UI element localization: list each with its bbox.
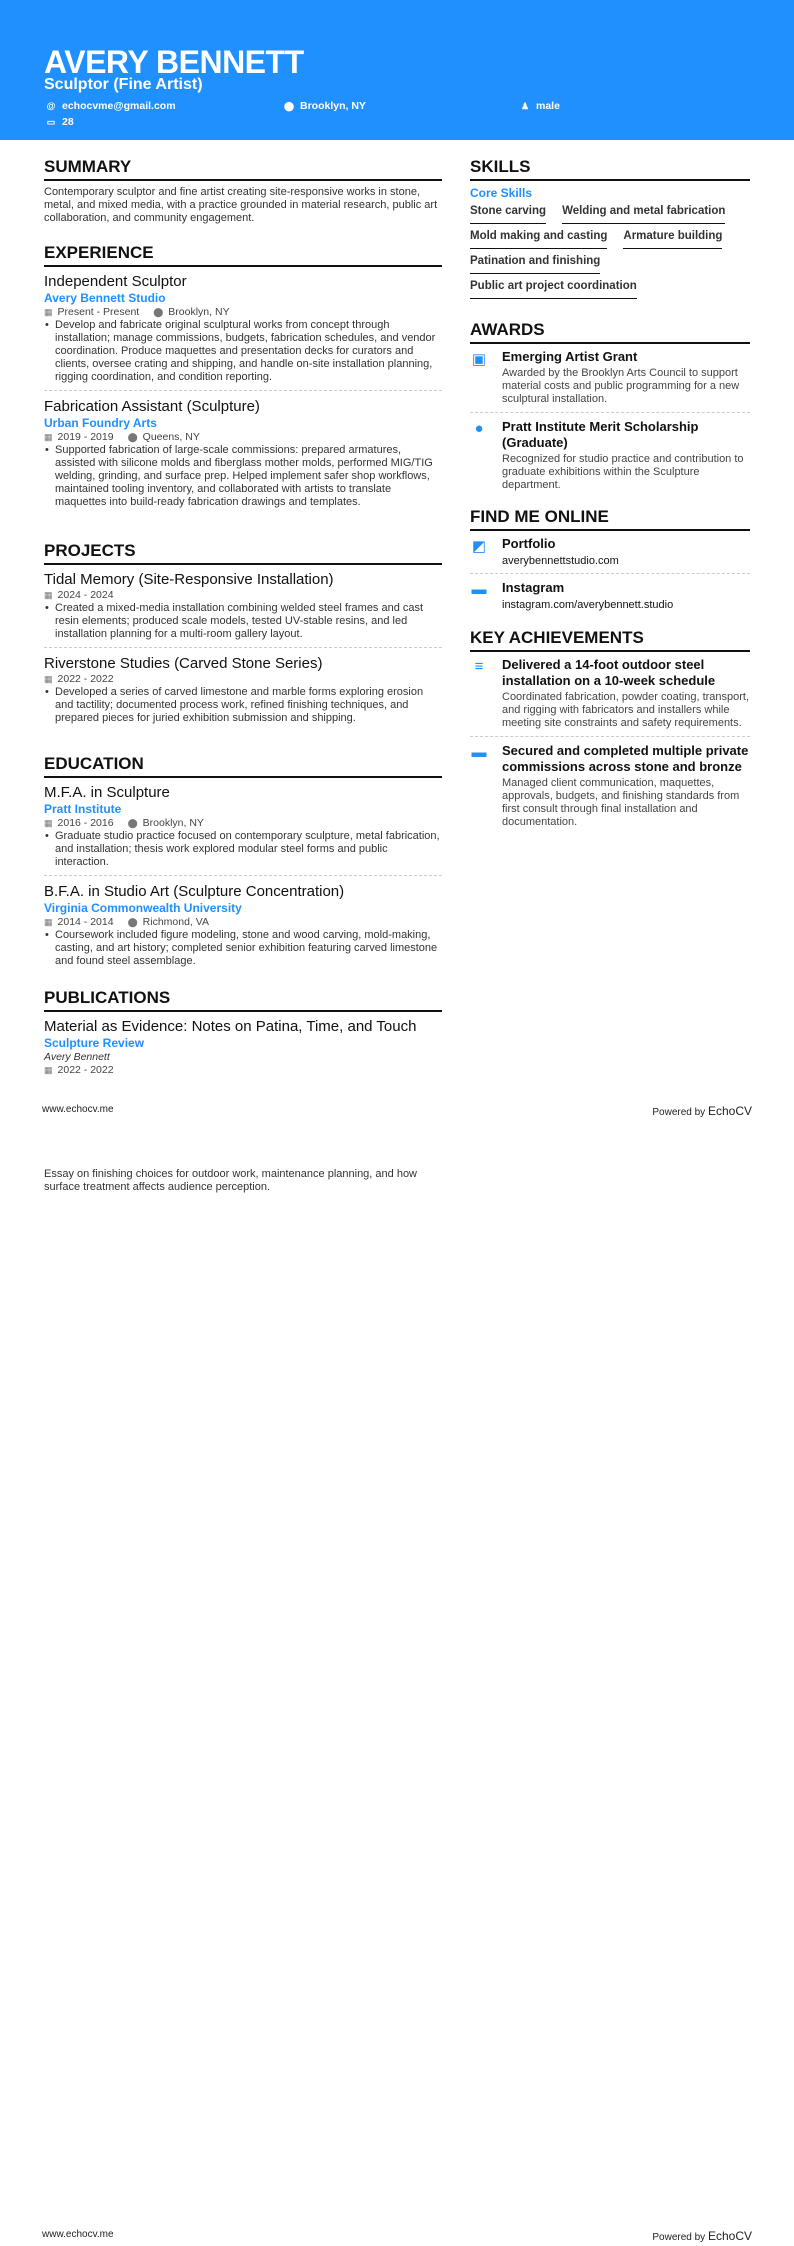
summary-section [44,157,442,225]
portfolio-icon: ◩ [471,538,487,555]
award-title: Emerging Artist Grant [502,349,638,364]
link-label: Instagram [502,580,565,595]
award-description: Awarded by the Brooklyn Arts Council to support material costs and public programming for a new sculptural installation. [502,367,740,405]
calendar-icon: ▦ [44,917,53,927]
award-title: Pratt Institute Merit Scholarship (Graduate) [502,419,699,450]
skill-group-title: Core Skills [470,186,533,200]
location-pin-icon: ⬤ [284,100,295,111]
skill-tag: Armature building [623,227,722,249]
section-heading: PROJECTS [44,541,442,565]
clipboard-check-icon: ▣ [471,351,487,368]
publisher: Sculpture Review [44,1036,145,1050]
bullet: • Developed a series of carved limestone and marble forms exploring erosion and tactility; documented process work, refined finishing techniques, and prepared pieces for juried exhibition submission and shipping. [44,686,442,725]
calendar-icon: ▦ [44,674,53,684]
school-name: Virginia Commonwealth University [44,901,242,915]
email-text: echocvme@gmail.com [62,100,176,112]
project-item [44,654,442,731]
link-url[interactable]: instagram.com/averybennett.studio [502,599,674,611]
location: ⬤ Brooklyn, NY [127,817,204,829]
online-link[interactable] [470,536,750,574]
section-heading: EDUCATION [44,754,442,778]
skill-tag: Welding and metal fabrication [562,202,725,224]
footer-brand[interactable]: EchoCV [707,1104,752,1118]
dates: ▦ 2024 - 2024 [44,589,114,601]
skills-section [470,157,750,302]
achievement-item [470,743,750,835]
gender-text: male [536,100,560,112]
award-item [470,419,750,498]
bullet: • Supported fabrication of large-scale commissions: prepared armatures, assisted with silicone molds and fiberglass mother molds, performed MIG/TIG welding, grinding, and surface prep. Helped implement safer shop workflows, maintained tooling inventory, and collaborated with artists to translate maquettes into build-ready fabrication drawings and templates. [44,444,442,509]
link-label: Portfolio [502,536,556,551]
bullet: • Graduate studio practice focused on contemporary sculpture, metal fabrication, and installation; thesis work explored modular steel forms and public interaction. [44,830,442,869]
project-item [44,570,442,648]
lines-icon: ≡ [474,658,484,675]
dates: ▦ 2016 - 2016 [44,817,114,829]
online-section [470,507,750,623]
dates: ▦ 2022 - 2022 [44,673,114,685]
company-name: Urban Foundry Arts [44,416,157,430]
dates: ▦ 2019 - 2019 [44,431,114,443]
section-heading: SUMMARY [44,157,442,181]
section-heading: KEY ACHIEVEMENTS [470,628,750,652]
award-item [470,349,750,413]
section-heading: FIND ME ONLINE [470,507,750,531]
dates: ▦ 2022 - 2022 [44,1064,114,1076]
education-section [44,754,442,980]
award-description: Recognized for studio practice and contribution to graduate exhibitions within the Sculpture department. [502,453,744,491]
calendar-icon: ▦ [44,818,53,828]
education-item [44,783,442,876]
contact-email[interactable] [46,100,176,112]
footer-brand[interactable]: EchoCV [707,2229,752,2243]
degree: M.F.A. in Sculpture [44,784,170,801]
bullet: • Created a mixed-media installation combining welded steel frames and cast resin elements; produced scale models, tested UV-stable resins, and led installation planning for a multi-room gallery layout. [44,602,442,641]
footer-powered: Powered by EchoCV [652,2229,752,2243]
bullet: • Develop and fabricate original sculptural works from concept through installation; manage commissions, budgets, fabrication schedules, and vendor coordination. Produce maquettes and presentation decks for curators and clients, oversee crating and shipping, and handle on-site installation planning, rigging coordination, and condition reporting. [44,319,442,384]
online-link[interactable] [470,580,750,617]
achievement-item [470,657,750,737]
education-item [44,882,442,974]
projects-section [44,541,442,737]
location: ⬤ Richmond, VA [127,916,209,928]
job-title: Independent Sculptor [44,273,187,290]
page-footer [42,1104,752,1118]
candidate-name: AVERY BENNETT [44,44,304,80]
section-heading: EXPERIENCE [44,243,442,267]
person-icon: ♟ [520,100,530,111]
contact-gender [520,100,560,112]
candidate-title: Sculptor (Fine Artist) [44,76,203,93]
skill-tag: Stone carving [470,202,546,224]
calendar-icon: ▦ [44,432,53,442]
achievement-title: Delivered a 14-foot outdoor steel installation on a 10-week schedule [502,657,716,688]
footer-powered: Powered by EchoCV [652,1104,752,1118]
section-heading: AWARDS [470,320,750,344]
location-pin-icon: ⬤ [153,307,164,317]
skill-tag: Mold making and casting [470,227,607,249]
achievement-description: Coordinated fabrication, powder coating, transport, and rigging with fabricators and installers while meeting site constraints and safety requirements. [502,691,750,729]
experience-section [44,243,442,521]
publications-section [44,988,442,1077]
awards-section [470,320,750,504]
achievement-description: Managed client communication, maquettes, approvals, budgets, and finishing standards from first consult through final installation and documentation. [502,777,740,828]
publication-description: Essay on finishing choices for outdoor work, maintenance planning, and how surface treatment affects audience perception. [44,1168,418,1193]
at-icon: @ [46,101,56,111]
project-title: Riverstone Studies (Carved Stone Series) [44,655,323,672]
project-title: Tidal Memory (Site-Responsive Installation) [44,571,334,588]
location-pin-icon: ⬤ [127,917,138,927]
summary-text: Contemporary sculptor and fine artist creating site-responsive works in stone, metal, and mixed media, with a practice grounded in material research, public art collaboration, and community engagement. [44,186,438,224]
calendar-icon: ▦ [44,1065,53,1075]
publication-title: Material as Evidence: Notes on Patina, Time, and Touch [44,1018,417,1035]
contact-age [46,116,74,128]
location-text: Brooklyn, NY [300,100,366,112]
achievements-section [470,628,750,841]
degree: B.F.A. in Studio Art (Sculpture Concentration) [44,883,345,900]
achievement-title: Secured and completed multiple private commissions across stone and bronze [502,743,749,774]
location: ⬤ Queens, NY [127,431,200,443]
skill-tag: Patination and finishing [470,252,600,274]
section-heading: PUBLICATIONS [44,988,442,1012]
author: Avery Bennett [44,1051,110,1063]
location-pin-icon: ⬤ [127,432,138,442]
chat-bubble-icon: ▬ [471,581,487,598]
section-heading: SKILLS [470,157,750,181]
job-title: Fabrication Assistant (Sculpture) [44,398,260,415]
chat-bubble-icon: ▬ [471,744,487,761]
location-pin-icon: ⬤ [127,818,138,828]
dates: ▦ 2014 - 2014 [44,916,114,928]
bullet: • Coursework included figure modeling, stone and wood carving, mold-making, casting, and art history; completed senior exhibition featuring carved limestone and found steel assemblage. [44,929,442,968]
resume-header [0,0,794,140]
contact-location [284,100,366,112]
skill-tag: Public art project coordination [470,277,637,299]
experience-item [44,397,442,515]
footer-site-link[interactable]: www.echocv.me [42,2229,114,2240]
calendar-icon: ▦ [44,590,53,600]
link-url[interactable]: averybennettstudio.com [502,555,619,567]
company-name: Avery Bennett Studio [44,291,166,305]
age-text: 28 [62,116,74,128]
more-circle-icon: ● [474,420,484,437]
calendar-icon: ▭ [46,116,56,127]
location: ⬤ Brooklyn, NY [153,306,230,318]
calendar-icon: ▦ [44,307,53,317]
footer-site-link[interactable]: www.echocv.me [42,1104,114,1115]
school-name: Pratt Institute [44,802,122,816]
page-footer [42,2229,752,2243]
dates: ▦ Present - Present [44,306,140,318]
experience-item [44,272,442,391]
